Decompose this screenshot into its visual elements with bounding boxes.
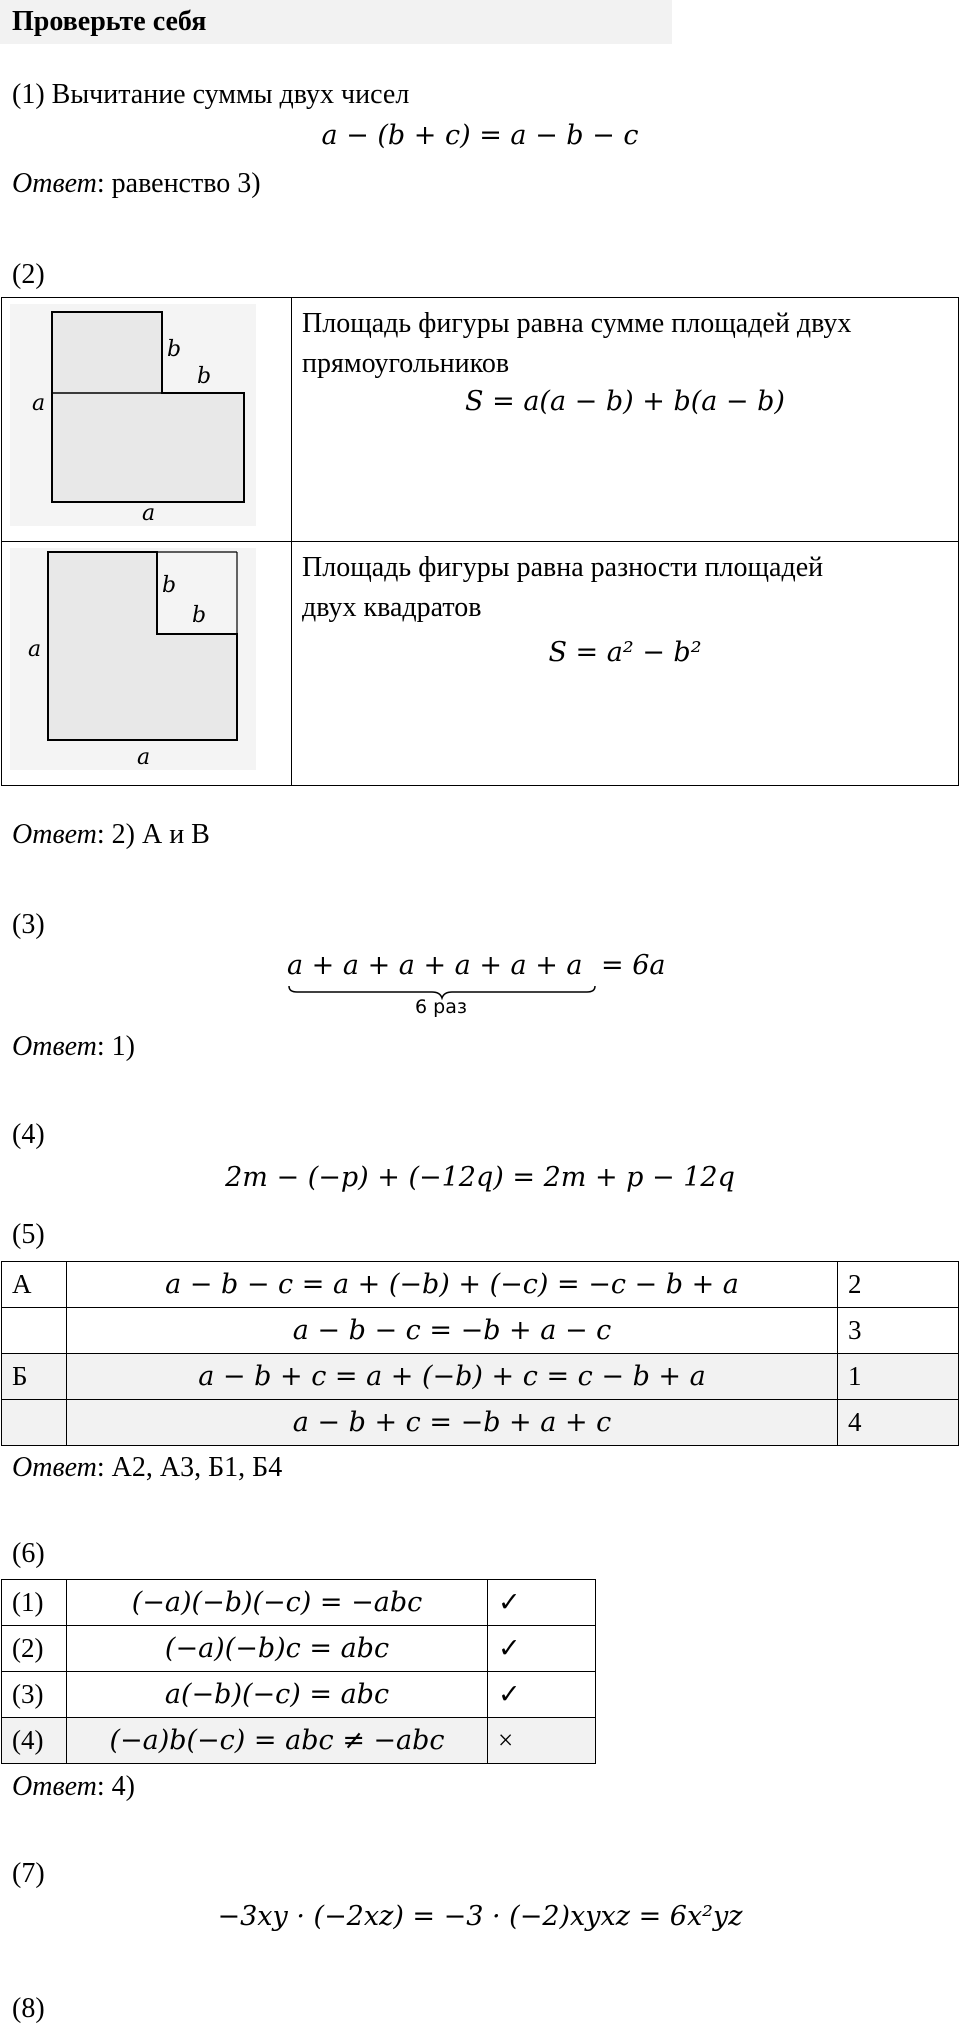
fig1-label-a-vertical: a [32,391,46,416]
s2-number: (2) [12,259,45,290]
l-shape-figure-1 [2,298,291,534]
s5-answer [12,1451,282,1485]
table-row [2,1400,959,1446]
s6-mark-cell: ✓ [488,1580,596,1626]
s5-label-cell: А [2,1262,67,1308]
s2-row2-formula: S = a² − b² [548,637,702,668]
answer-label: Ответ [12,1452,97,1483]
s2-figure-cell-2 [2,542,292,786]
s6-label-cell: (3) [2,1672,67,1718]
fig1-label-b-vertical: b [167,337,182,362]
s2-table [1,297,959,786]
s3-answer-text: : 1) [96,1031,135,1062]
s1-answer-text: : равенство 3) [96,168,261,199]
table-row [2,1308,959,1354]
s3-answer [12,1030,135,1064]
fig1-label-a-horizontal: a [142,501,156,526]
s2-row2-line2: двух квадратов [302,592,482,623]
s1-formula: a − (b + c) = a − b − c [321,120,639,151]
s2-figure-cell-1 [2,298,292,542]
s1-heading: (1) Вычитание суммы двух чисел [12,79,410,110]
s2-table-row [2,298,959,542]
s8-number: (8) [12,1993,45,2024]
table-row [2,1354,959,1400]
s5-num-cell: 3 [838,1308,959,1354]
s3-formula [287,950,677,1020]
s5-formula-cell: a − b + c = −b + a + c [67,1400,838,1446]
table-row [2,1262,959,1308]
s2-text-cell-2 [292,542,959,786]
s5-table [1,1261,959,1446]
s4-formula: 2m − (−p) + (−12q) = 2m + p − 12q [225,1162,735,1193]
s6-mark-cell: × [488,1718,596,1764]
s2-row1-line2: прямоугольников [302,348,510,379]
answer-label: Ответ [12,819,97,850]
s6-formula-cell: (−a)b(−c) = abc ≠ −abc [67,1718,488,1764]
s7-formula: −3xy · (−2xz) = −3 · (−2)xyxz = 6x²yz [217,1901,743,1932]
fig2-label-a-horizontal: a [137,745,151,770]
s6-mark-cell: ✓ [488,1626,596,1672]
s5-label-cell: Б [2,1354,67,1400]
s2-row1-formula: S = a(a − b) + b(a − b) [465,386,785,417]
s6-table [1,1579,596,1764]
s6-formula-cell: (−a)(−b)c = abc [67,1626,488,1672]
s7-number: (7) [12,1858,45,1889]
s2-answer [12,818,210,852]
s2-row2-line1: Площадь фигуры равна разности площадей [302,552,824,583]
fig2-label-a-vertical: a [28,637,42,662]
table-row [2,1626,596,1672]
s2-text-cell-1 [292,298,959,542]
s6-label-cell: (2) [2,1626,67,1672]
s2-answer-text: : 2) А и В [96,819,210,850]
table-row [2,1580,596,1626]
answer-label: Ответ [12,168,97,199]
l-shape-figure-2 [2,542,291,778]
answer-label: Ответ [12,1031,97,1062]
answer-label: Ответ [12,1771,97,1802]
s5-formula-cell: a − b + c = a + (−b) + c = c − b + a [67,1354,838,1400]
s6-mark-cell: ✓ [488,1672,596,1718]
s6-label-cell: (1) [2,1580,67,1626]
s5-formula-cell: a − b − c = a + (−b) + (−c) = −c − b + a [67,1262,838,1308]
s5-answer-text: : А2, А3, Б1, Б4 [96,1452,283,1483]
fig2-label-b-vertical: b [162,573,177,598]
s5-label-cell [2,1308,67,1354]
s2-table-row [2,542,959,786]
s5-num-cell: 4 [838,1400,959,1446]
fig1-label-b-horizontal: b [197,364,212,389]
s2-row1-line1: Площадь фигуры равна сумме площадей двух [302,308,852,339]
s3-number: (3) [12,909,45,940]
fig2-label-b-horizontal: b [192,603,207,628]
s5-number: (5) [12,1219,45,1250]
s3-formula-left: a + a + a + a + a + a [287,950,583,981]
table-row [2,1672,596,1718]
s5-label-cell [2,1400,67,1446]
s5-num-cell: 2 [838,1262,959,1308]
s6-formula-cell: (−a)(−b)(−c) = −abc [67,1580,488,1626]
s6-answer-text: : 4) [96,1771,135,1802]
table-row [2,1718,596,1764]
s1-answer [12,167,261,201]
s6-number: (6) [12,1538,45,1569]
s6-label-cell: (4) [2,1718,67,1764]
s3-formula-right: = 6a [601,950,666,981]
s5-formula-cell: a − b − c = −b + a − c [67,1308,838,1354]
s6-formula-cell: a(−b)(−c) = abc [67,1672,488,1718]
s4-number: (4) [12,1119,45,1150]
page-title: Проверьте себя [12,6,207,37]
s3-brace-label: 6 раз [415,996,467,1018]
s6-answer [12,1770,135,1804]
s5-num-cell: 1 [838,1354,959,1400]
